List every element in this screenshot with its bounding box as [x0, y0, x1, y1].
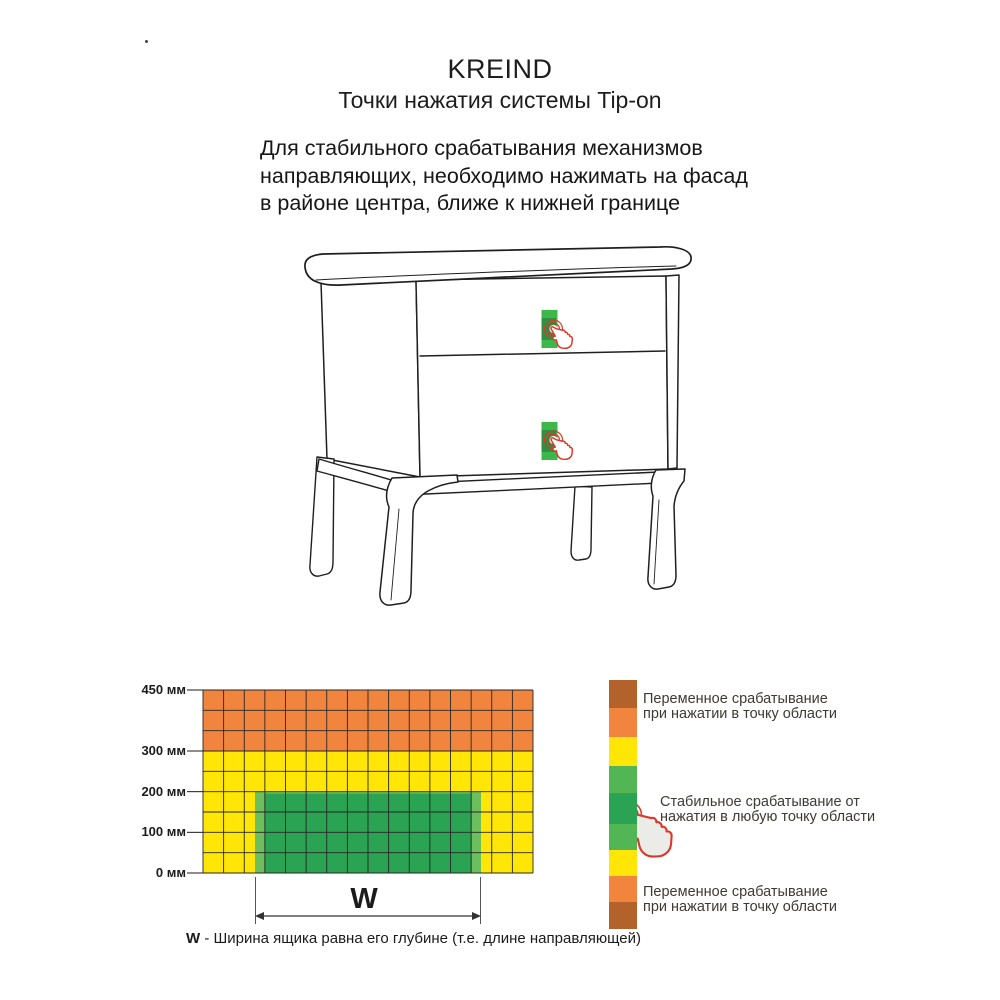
- y-axis-tick-label: 200 мм: [141, 783, 186, 799]
- caption-term: W: [186, 930, 201, 947]
- back-right-leg: [571, 486, 592, 560]
- legend-color-segment-green: [609, 766, 637, 793]
- cabinet-right-corner-strip: [666, 275, 679, 469]
- legend-color-segment-green: [609, 824, 637, 850]
- width-dimension-label: W: [350, 883, 378, 915]
- legend-color-segment-brown: [609, 680, 637, 708]
- y-axis-tick-label: 300 мм: [141, 743, 186, 758]
- legend-color-bar: [609, 680, 637, 929]
- legend-entry-stable: Стабильное срабатывание от нажатия в любую точку области: [660, 794, 876, 826]
- legend-color-segment-green_dark: [609, 793, 637, 824]
- brand-title: KREIND: [447, 54, 553, 84]
- legend-color-segment-yellow: [609, 850, 637, 876]
- chart-caption: [186, 930, 641, 948]
- y-axis-tick-label: 450 мм: [141, 682, 186, 697]
- legend-color-segment-brown: [609, 902, 637, 929]
- legend-color-segment-orange: [609, 708, 637, 737]
- legend-entry-variable-top: Переменное срабатывание при нажатии в точку области: [643, 691, 837, 723]
- page-subtitle: Точки нажатия системы Tip-on: [338, 87, 662, 113]
- y-axis-tick-label: 100 мм: [141, 824, 186, 840]
- legend-entry-variable-bottom: Переменное срабатывание при нажатии в точку области: [643, 884, 837, 916]
- arrowhead-left: [255, 912, 264, 920]
- front-left-leg: [380, 475, 458, 605]
- arrowhead-right: [472, 912, 481, 920]
- legend-color-segment-yellow: [609, 737, 637, 766]
- nightstand-drawing: [305, 247, 691, 605]
- cabinet-side-panel: [321, 280, 420, 477]
- description-line: Для стабильного срабатывания механизмов: [260, 136, 703, 160]
- description-line: в районе центра, ближе к нижней границе: [260, 191, 681, 215]
- y-axis-tick-label: 0 мм: [155, 865, 186, 880]
- legend-color-segment-orange: [609, 876, 637, 902]
- press-zone-chart: [187, 690, 533, 873]
- description-line: направляющих, необходимо нажимать на фасад: [260, 163, 748, 188]
- front-right-leg: [648, 469, 685, 589]
- caption-text: - Ширина ящика равна его глубине (т.е. длине направляющей): [204, 930, 641, 947]
